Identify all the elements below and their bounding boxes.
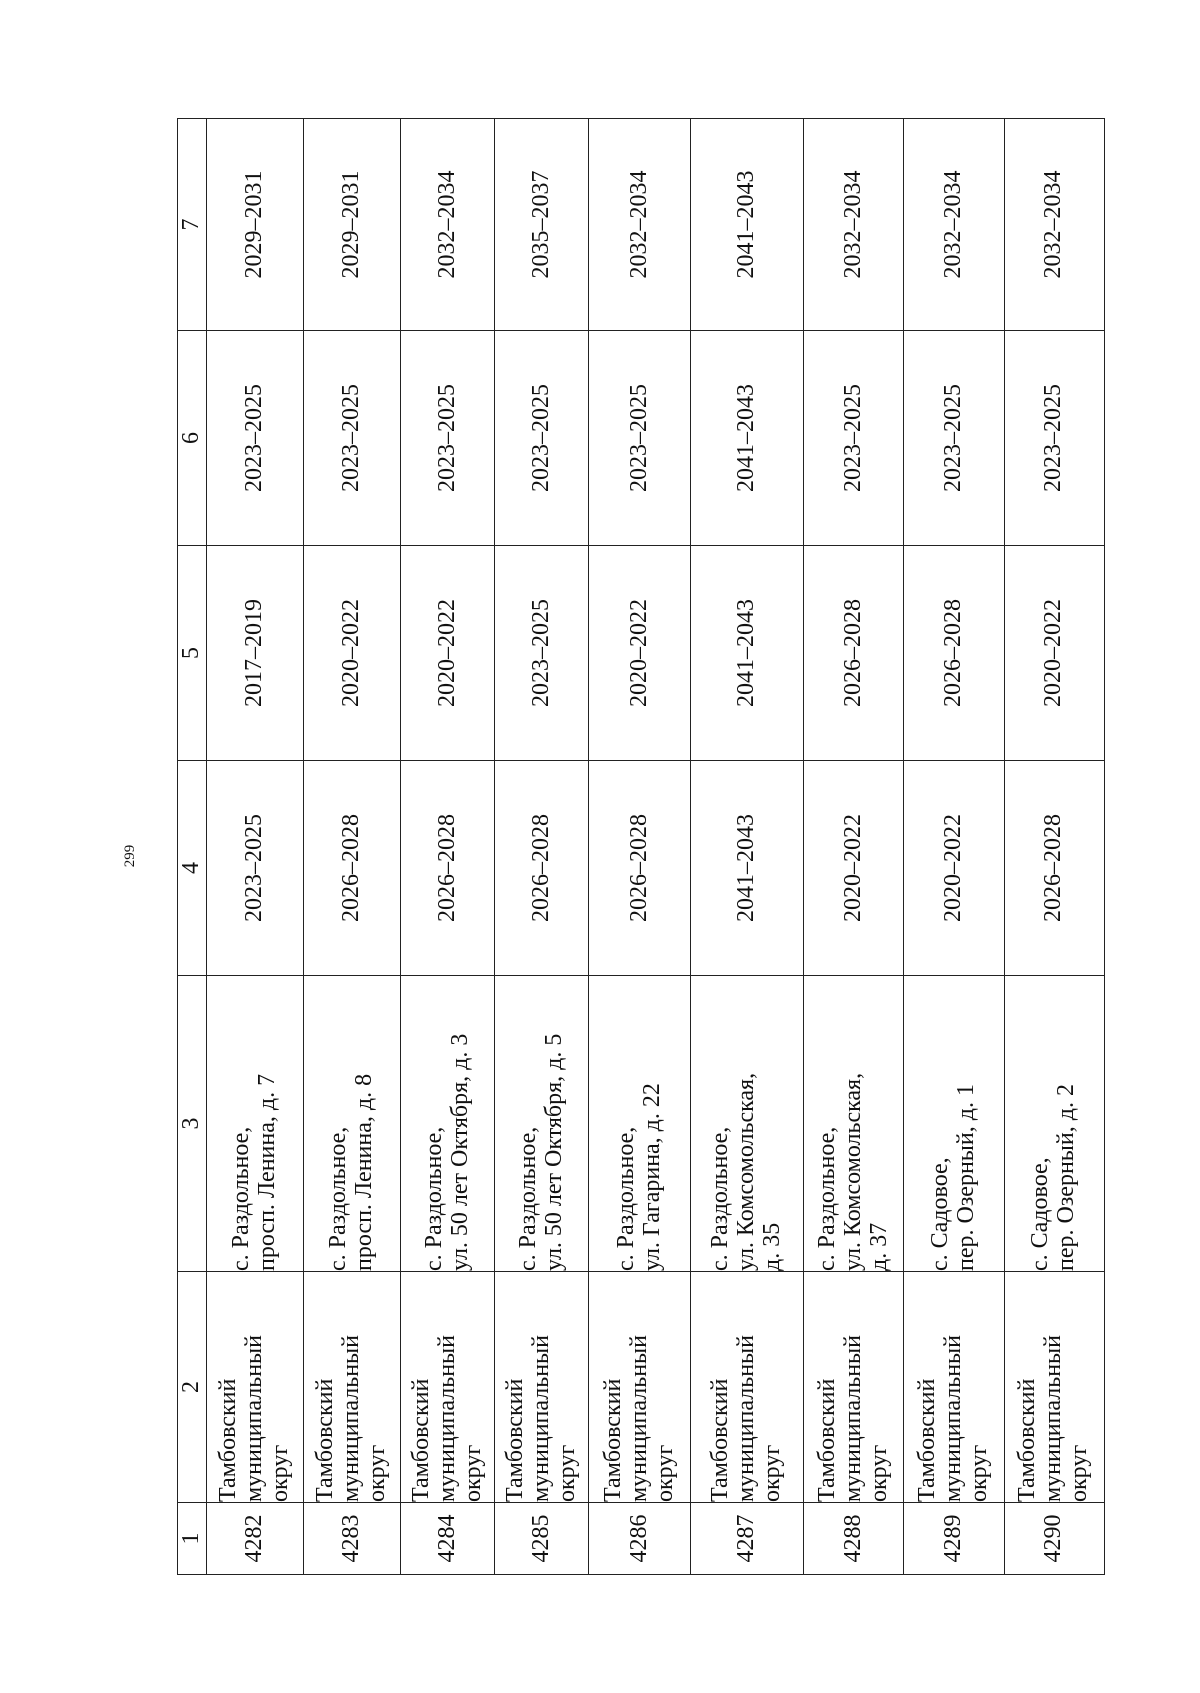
address-line: пер. Озерный, д. 2 <box>1053 1084 1080 1271</box>
address-cell <box>804 976 904 1272</box>
district-cell <box>691 1272 804 1503</box>
table-row <box>589 119 691 1575</box>
district-line: муниципальный <box>527 1334 554 1502</box>
district-line: округ <box>267 1444 293 1502</box>
district-line: округ <box>1066 1444 1093 1502</box>
table-row <box>1004 119 1104 1575</box>
period-cell: 2023–2025 <box>495 546 589 761</box>
period-cell: 2026–2028 <box>804 546 904 761</box>
district-line: округ <box>966 1444 993 1502</box>
district-line: Тамбовский <box>707 1378 734 1502</box>
district-line: Тамбовский <box>914 1378 941 1502</box>
address-line: с. Раздольное, <box>707 1126 734 1271</box>
header-cell: 4 <box>178 761 207 976</box>
row-number-cell: 4289 <box>904 1503 1004 1575</box>
row-number-cell: 4283 <box>304 1503 401 1575</box>
table-row <box>691 119 804 1575</box>
period-cell: 2020–2022 <box>1004 546 1104 761</box>
header-cell: 1 <box>178 1503 207 1575</box>
schedule-table <box>177 118 1105 1575</box>
address-line: ул. 50 лет Октября, д. 5 <box>540 1033 567 1271</box>
district-line: муниципальный <box>733 1334 760 1502</box>
address-line: д. 37 <box>865 1222 892 1271</box>
district-cell <box>207 1272 304 1503</box>
address-cell <box>495 976 589 1272</box>
district-cell <box>401 1272 495 1503</box>
period-cell: 2023–2025 <box>589 331 691 546</box>
address-line: просп. Ленина, д. 8 <box>351 1073 378 1271</box>
table-row <box>304 119 401 1575</box>
address-line: с. Раздольное, <box>514 1126 541 1271</box>
row-number-cell: 4282 <box>207 1503 304 1575</box>
table-row <box>401 119 495 1575</box>
period-cell: 2020–2022 <box>304 546 401 761</box>
district-cell <box>495 1272 589 1503</box>
period-cell: 2026–2028 <box>495 761 589 976</box>
district-line: округ <box>553 1444 580 1502</box>
period-cell: 2032–2034 <box>804 119 904 331</box>
period-cell: 2023–2025 <box>804 331 904 546</box>
district-cell <box>804 1272 904 1503</box>
address-line: с. Садовое, <box>927 1157 954 1271</box>
district-line: муниципальный <box>241 1334 268 1502</box>
header-cell: 5 <box>178 546 207 761</box>
district-line: округ <box>364 1444 391 1502</box>
address-line: с. Раздольное, <box>228 1126 255 1271</box>
address-line: с. Раздольное, <box>325 1126 352 1271</box>
row-number-cell: 4285 <box>495 1503 589 1575</box>
page-number: 299 <box>122 844 138 868</box>
table-row <box>804 119 904 1575</box>
district-line: муниципальный <box>839 1334 866 1502</box>
period-cell: 2023–2025 <box>207 761 304 976</box>
address-line: с. Раздольное, <box>612 1126 639 1271</box>
district-line: муниципальный <box>338 1334 365 1502</box>
period-cell: 2026–2028 <box>304 761 401 976</box>
district-cell <box>1004 1272 1104 1503</box>
table-container <box>177 119 1105 1575</box>
district-line: Тамбовский <box>501 1378 528 1502</box>
address-cell <box>401 976 495 1272</box>
period-cell: 2032–2034 <box>904 119 1004 331</box>
district-line: муниципальный <box>940 1334 967 1502</box>
address-cell <box>904 976 1004 1272</box>
address-cell <box>207 976 304 1272</box>
address-line: ул. Гагарина, д. 22 <box>638 1083 665 1271</box>
period-cell: 2026–2028 <box>1004 761 1104 976</box>
period-cell: 2023–2025 <box>304 331 401 546</box>
period-cell: 2026–2028 <box>589 761 691 976</box>
period-cell: 2026–2028 <box>401 761 495 976</box>
district-line: Тамбовский <box>813 1378 840 1502</box>
period-cell: 2041–2043 <box>691 119 804 331</box>
district-line: муниципальный <box>625 1334 652 1502</box>
district-line: муниципальный <box>1040 1334 1067 1502</box>
period-cell: 2032–2034 <box>401 119 495 331</box>
row-number-cell: 4288 <box>804 1503 904 1575</box>
row-number-cell: 4287 <box>691 1503 804 1575</box>
row-number-cell: 4286 <box>589 1503 691 1575</box>
period-cell: 2041–2043 <box>691 546 804 761</box>
address-cell <box>589 976 691 1272</box>
period-cell: 2032–2034 <box>589 119 691 331</box>
address-line: ул. Комсомольская, <box>733 1072 760 1271</box>
district-cell <box>304 1272 401 1503</box>
address-line: просп. Ленина, д. 7 <box>254 1073 281 1271</box>
period-cell: 2029–2031 <box>207 119 304 331</box>
district-cell <box>589 1272 691 1503</box>
header-cell: 6 <box>178 331 207 546</box>
district-cell <box>904 1272 1004 1503</box>
address-line: ул. Комсомольская, <box>839 1072 866 1271</box>
district-line: муниципальный <box>433 1334 460 1502</box>
address-line: д. 35 <box>759 1222 786 1271</box>
period-cell: 2029–2031 <box>304 119 401 331</box>
period-cell: 2023–2025 <box>495 331 589 546</box>
period-cell: 2023–2025 <box>207 331 304 546</box>
period-cell: 2023–2025 <box>1004 331 1104 546</box>
period-cell: 2020–2022 <box>401 546 495 761</box>
period-cell: 2023–2025 <box>401 331 495 546</box>
address-line: с. Раздольное, <box>420 1126 447 1271</box>
period-cell: 2020–2022 <box>804 761 904 976</box>
district-line: Тамбовский <box>1014 1378 1041 1502</box>
address-cell <box>1004 976 1104 1272</box>
period-cell: 2041–2043 <box>691 331 804 546</box>
address-line: ул. 50 лет Октября, д. 3 <box>446 1033 473 1271</box>
district-line: округ <box>865 1444 892 1502</box>
header-cell: 2 <box>178 1272 207 1503</box>
district-line: округ <box>651 1444 678 1502</box>
address-line: с. Раздольное, <box>813 1126 840 1271</box>
district-line: округ <box>759 1444 786 1502</box>
period-cell: 2023–2025 <box>904 331 1004 546</box>
period-cell: 2020–2022 <box>904 761 1004 976</box>
period-cell: 2017–2019 <box>207 546 304 761</box>
header-row <box>178 119 207 1575</box>
address-cell <box>691 976 804 1272</box>
period-cell: 2041–2043 <box>691 761 804 976</box>
address-line: пер. Озерный, д. 1 <box>953 1084 980 1271</box>
period-cell: 2032–2034 <box>1004 119 1104 331</box>
header-cell: 3 <box>178 976 207 1272</box>
period-cell: 2020–2022 <box>589 546 691 761</box>
table-row <box>904 119 1004 1575</box>
district-line: Тамбовский <box>312 1378 339 1502</box>
row-number-cell: 4284 <box>401 1503 495 1575</box>
district-line: Тамбовский <box>215 1378 242 1502</box>
district-line: Тамбовский <box>407 1378 434 1502</box>
table-row <box>495 119 589 1575</box>
address-line: с. Садовое, <box>1027 1157 1054 1271</box>
district-line: округ <box>459 1444 486 1502</box>
table-row <box>207 119 304 1575</box>
row-number-cell: 4290 <box>1004 1503 1104 1575</box>
period-cell: 2026–2028 <box>904 546 1004 761</box>
period-cell: 2035–2037 <box>495 119 589 331</box>
header-cell: 7 <box>178 119 207 331</box>
district-line: Тамбовский <box>599 1378 626 1502</box>
address-cell <box>304 976 401 1272</box>
rotated-table-frame <box>177 119 1105 1575</box>
